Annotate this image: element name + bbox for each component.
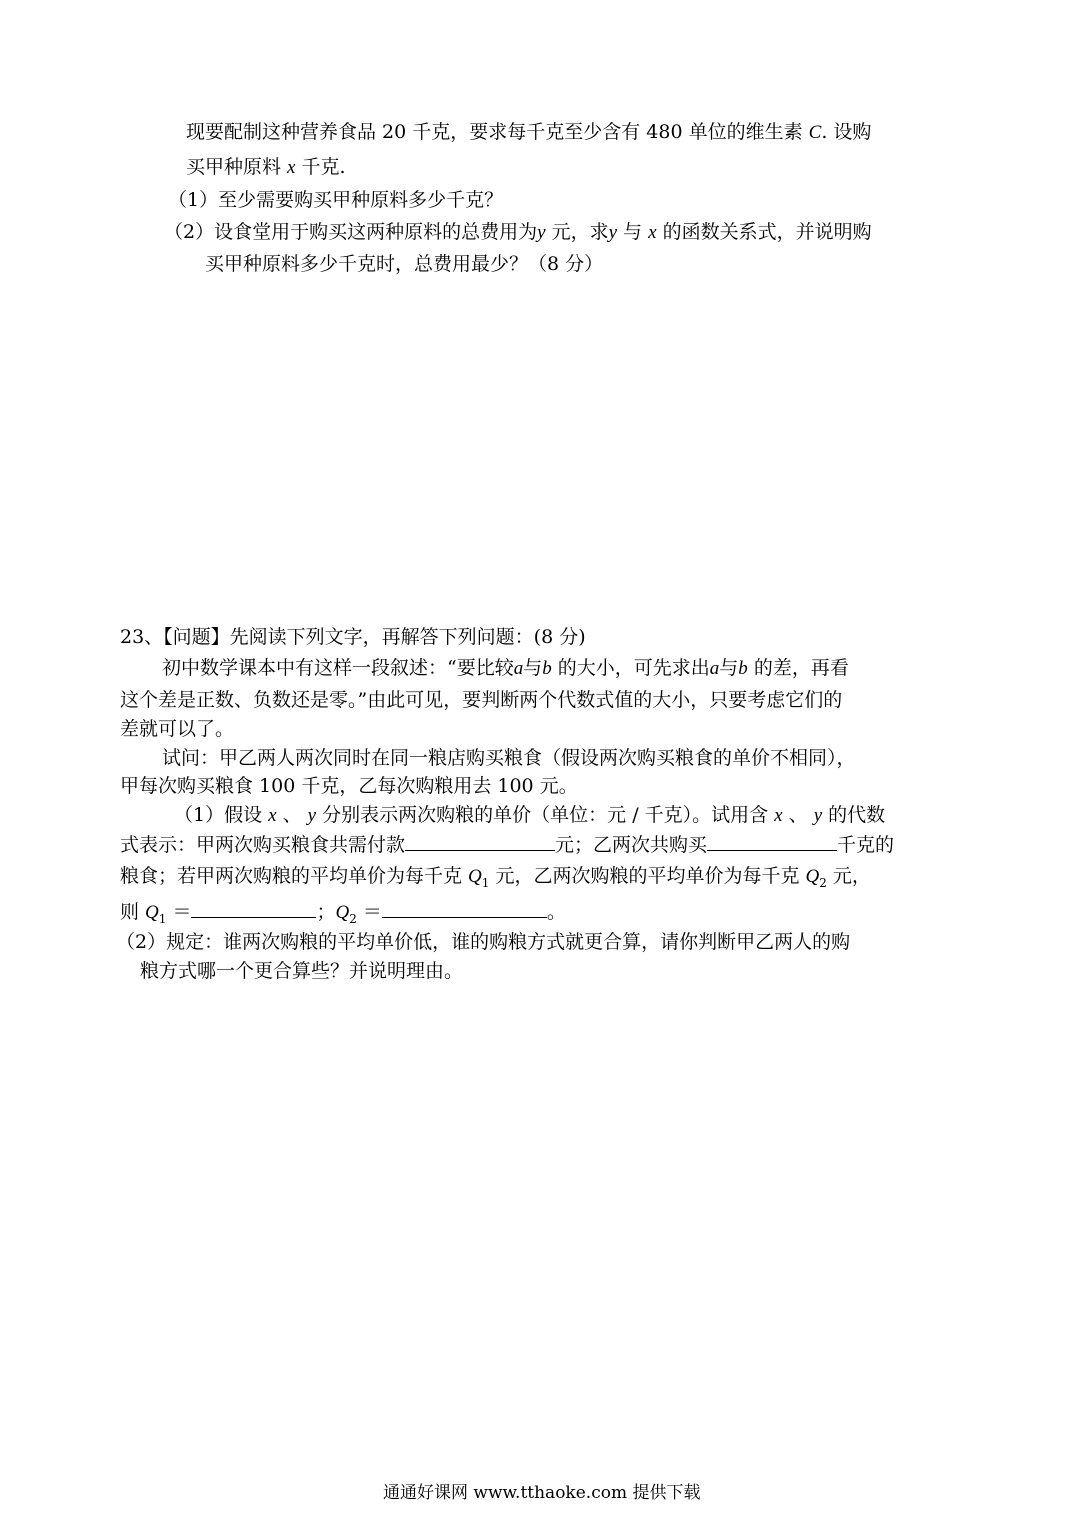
q22-text-line-2: 买甲种原料 x 千克. xyxy=(186,156,346,178)
q23-sub-2-line-1: （2）规定：谁两次购粮的平均单价低，谁的购粮方式就更合算，请你判断甲乙两人的购 xyxy=(116,931,851,953)
q23-paragraph-1-line-1: 初中数学课本中有这样一段叙述：“要比较a与b 的大小，可先求出a与b 的差，再看 xyxy=(162,657,849,679)
q23-paragraph-2-line-2: 甲每次购买粮食 100 千克，乙每次购粮用去 100 元。 xyxy=(120,775,578,797)
q22-part-1: （1）至少需要购买甲种原料多少千克？ xyxy=(168,189,504,211)
answer-blank-payment[interactable] xyxy=(405,832,555,851)
q23-sub-1-line-1: （1）假设 x 、 y 分别表示两次购粮的单价（单位：元 / 千克）。试用含 x 、 y 的代数 xyxy=(174,804,886,826)
q23-sub-1-line-2: 式表示：甲两次购买粮食共需付款 元；乙两次共购买 千克的 xyxy=(120,834,895,856)
page-footer: 通通好课网 www.tthaoke.com 提供下载 xyxy=(383,1483,701,1503)
q22-part-2-line-1: （2）设食堂用于购买这两种原料的总费用为y 元，求y 与 x 的函数关系式，并说明购 xyxy=(164,221,872,243)
q23-sub-1-line-3: 粮食；若甲两次购粮的平均单价为每千克 $Q_1$ 元，乙两次购粮的平均单价为每千克 $Q_2$ 元， xyxy=(120,865,871,890)
q22-part-2-line-2: 买甲种原料多少千克时，总费用最少？（8 分） xyxy=(205,253,604,275)
q22-text-line-1: 现要配制这种营养食品 20 千克，要求每千克至少含有 480 单位的维生素 C. 设购 xyxy=(186,121,872,143)
q23-sub-1-line-4: 则 $Q_1$ ＝ ；$Q_2$ ＝ 。 xyxy=(120,901,566,926)
q23-heading: 23、【问题】先阅读下列文字，再解答下列问题：(8 分) xyxy=(120,626,586,648)
q23-sub-2-line-2: 粮方式哪一个更合算些？并说明理由。 xyxy=(140,960,464,982)
answer-blank-quantity[interactable] xyxy=(707,832,837,851)
answer-blank-q1[interactable] xyxy=(191,899,316,918)
q23-paragraph-1-line-3: 差就可以了。 xyxy=(120,718,235,740)
q23-paragraph-2-line-1: 试问：甲乙两人两次同时在同一粮店购买粮食（假设两次购买粮食的单价不相同）， xyxy=(162,747,856,769)
q23-paragraph-1-line-2: 这个差是正数、负数还是零。”由此可见，要判断两个代数式值的大小，只要考虑它们的 xyxy=(120,689,843,711)
answer-blank-q2[interactable] xyxy=(382,899,547,918)
